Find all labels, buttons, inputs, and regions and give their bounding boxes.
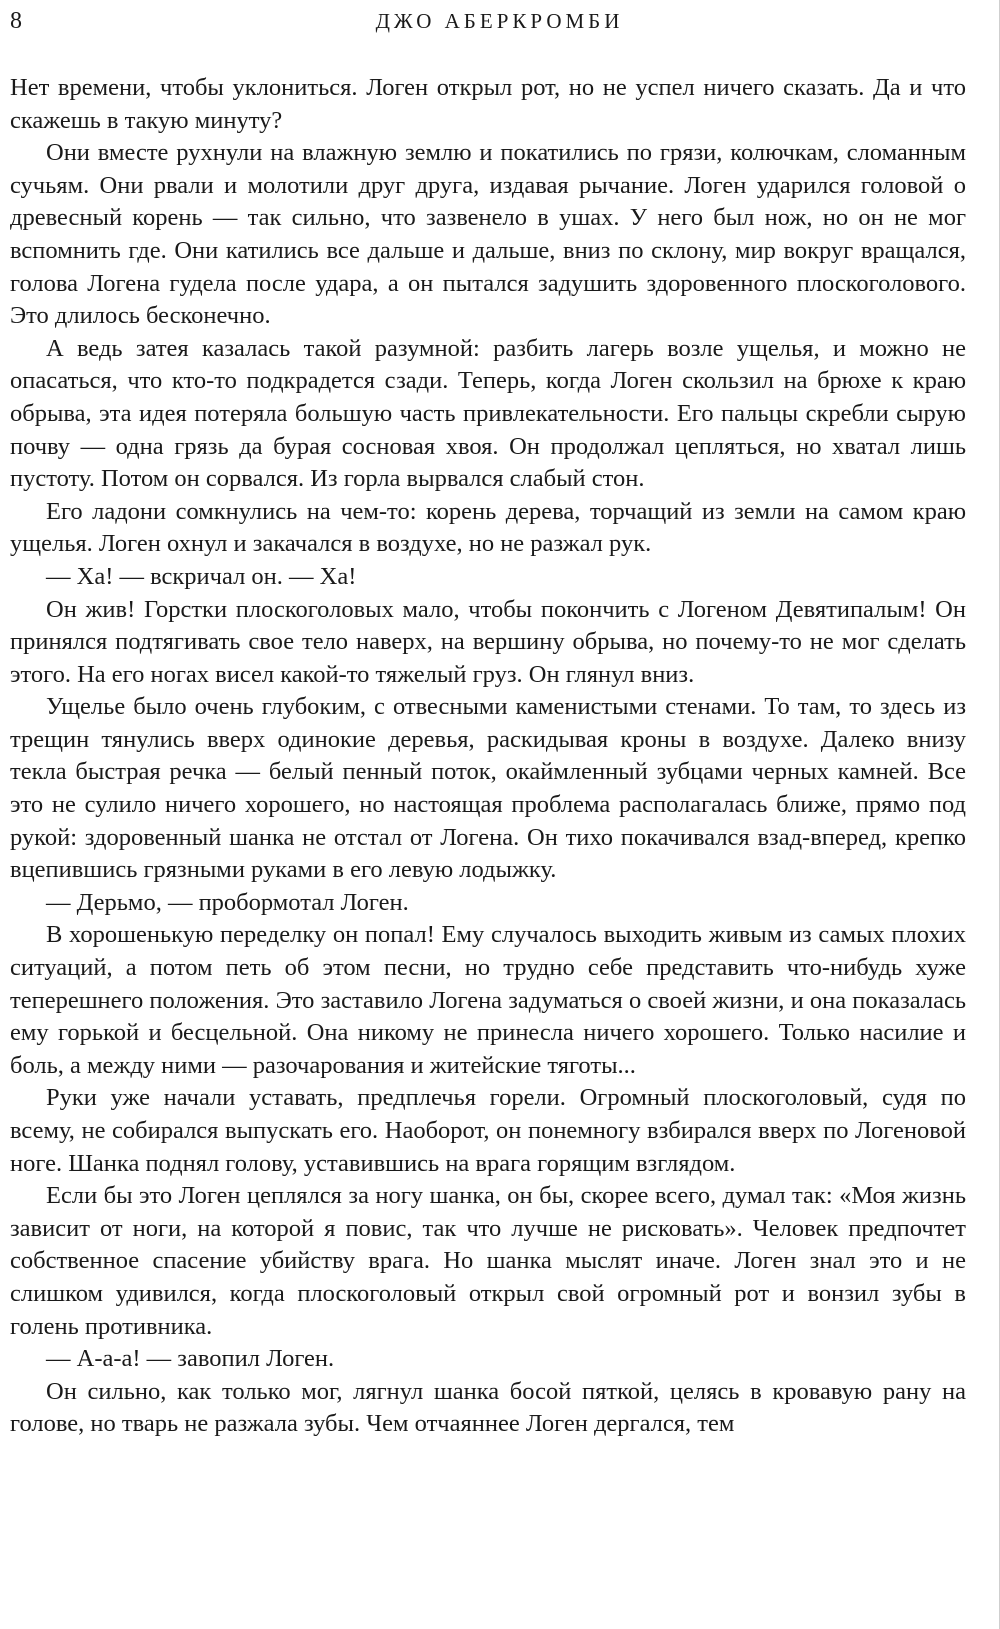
paragraph: Руки уже начали уставать, предплечья горели. Огромный плоскоголовый, судя по всему, не собирался выпускать его. Наоборот, он понемногу взбирался вверх по Логеновой ноге. Шанка поднял голову, уставившись на врага горящим взглядом. <box>10 1084 966 1177</box>
paragraph: Его ладони сомкнулись на чем-то: корень дерева, торчащий из земли на самом краю ущелья. Логен охнул и закачался в воздухе, но не разжал рук. <box>10 497 966 558</box>
page-header <box>10 6 989 36</box>
paragraph: Они вместе рухнули на влажную землю и покатились по грязи, колючкам, сломанным сучьям. Они рвали и молотили друг друга, издавая рычание. Логен ударился головой о древесный корень — так сильно, что зазвенело в ушах. У него был нож, но он не мог вспомнить где. Они катились все дальше и дальше, вниз по склону, мир вокруг вращался, голова Логена гудела после удара, а он пытался задушить здоровенного плоскоголового. Это длилось бесконечно. <box>10 139 966 330</box>
paragraph: А ведь затея казалась такой разумной: разбить лагерь возле ущелья, и можно не опасаться, что кто-то подкрадется сзади. Теперь, когда Логен скользил на брюхе к краю обрыва, эта идея потеряла большую часть привлекательности. Его пальцы скребли сырую почву — одна грязь да бурая сосновая хвоя. Он продолжал цепляться, но хватал лишь пустоту. Потом он сорвался. Из горла вырвался слабый стон. <box>10 334 966 493</box>
paragraph: В хорошенькую переделку он попал! Ему случалось выходить живым из самых плохих ситуаций, а потом петь об этом песни, но трудно себе представить что-нибудь хуже теперешнего положения. Это заставило Логена задуматься о своей жизни, и она показалась ему горькой и бесцельной. Она никому не принесла ничего хорошего. Только насилие и боль, а между ними — разочарования и житейские тяготы... <box>10 921 966 1079</box>
running-head-author: ДЖО АБЕРКРОМБИ <box>375 9 624 33</box>
paragraph-continued: Нет времени, чтобы уклониться. Логен открыл рот, но не успел ничего сказать. Да и что скажешь в такую минуту? <box>10 74 966 134</box>
dialogue-line: — А-а-а! — завопил Логен. <box>46 1345 335 1373</box>
paragraph: Если бы это Логен цеплялся за ногу шанка, он бы, скорее всего, думал так: «Моя жизнь зависит от ноги, на которой я повис, так что лучше не рисковать». Человек предпочтет собственное спасение убийству врага. Но шанка мыслят иначе. Логен знал это и не слишком удивился, когда плоскоголовый открыл свой огромный рот и вонзил зубы в голень противника. <box>10 1182 966 1340</box>
body-text <box>10 72 966 1441</box>
dialogue-line: — Дерьмо, — пробормотал Логен. <box>46 888 409 916</box>
paragraph: Ущелье было очень глубоким, с отвесными каменистыми стенами. То там, то здесь из трещин тянулись вверх одинокие деревья, раскидывая кроны в воздухе. Далеко внизу текла быстрая речка — белый пенный поток, окаймленный зубцами черных камней. Все это не сулило ничего хорошего, но настоящая проблема располагалась ближе, прямо под рукой: здоровенный шанка не отстал от Логена. Он тихо покачивался взад-вперед, крепко вцепившись грязными руками в его левую лодыжку. <box>10 693 966 884</box>
paragraph: Он жив! Горстки плоскоголовых мало, чтобы покончить с Логеном Девятипалым! Он принялся подтягивать свое тело наверх, на вершину обрыва, но почему-то не мог сделать этого. На его ногах висел какой-то тяжелый груз. Он глянул вниз. <box>10 595 966 688</box>
paragraph: Он сильно, как только мог, лягнул шанка босой пяткой, целясь в кровавую рану на голове, но тварь не разжала зубы. Чем отчаяннее Логен дергался, тем <box>10 1377 966 1438</box>
dialogue-line: — Ха! — вскричал он. — Ха! <box>46 562 357 590</box>
page-number: 8 <box>10 8 22 34</box>
